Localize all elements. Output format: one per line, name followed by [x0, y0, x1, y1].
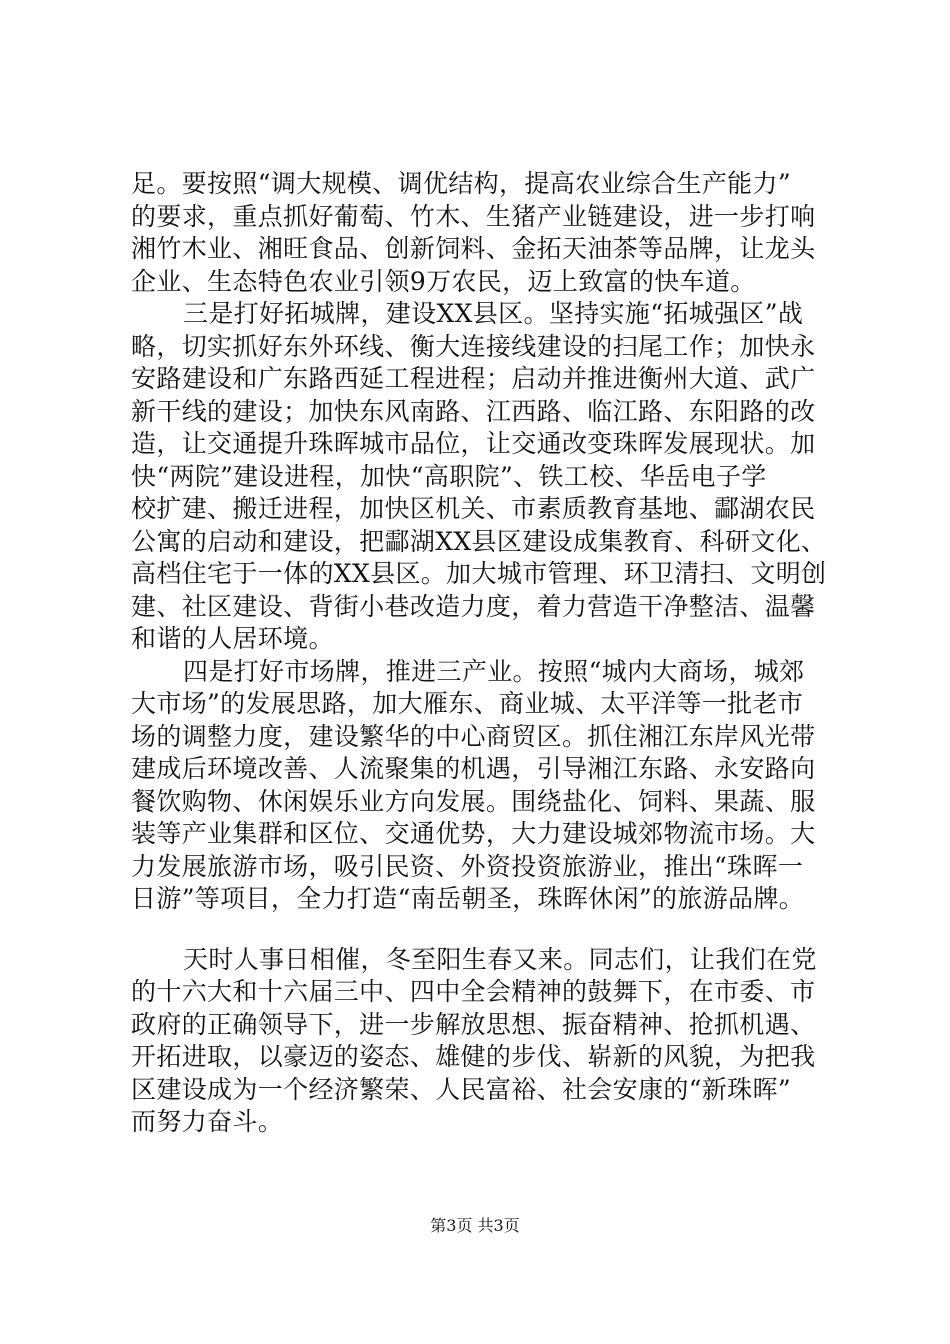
text-line: 四是打好市场牌，推进三产业。按照“城内大商场，城郊: [183, 656, 805, 686]
text-line: 足。要按照“调大规模、调优结构，提高农业综合生产能力”: [131, 169, 792, 198]
text-line: 和谐的人居环境。: [131, 624, 334, 653]
text-line: 大市场”的发展思路，加大雁东、商业城、太平洋等一批老市: [131, 689, 804, 718]
text-line: 企业、生态特色农业引领9万农民，迈上致富的快车道。: [131, 266, 756, 296]
text-line: 力发展旅游市场，吸引民资、外资投资旅游业，推出“珠晖一: [131, 851, 804, 881]
text-line: 的要求，重点抓好葡萄、竹木、生猪产业链建设，进一步打响: [131, 201, 816, 231]
paragraph-gap: [131, 916, 831, 944]
text-line: 日游”等项目，全力打造“南岳朝圣，珠晖休闲”的旅游品牌。: [131, 884, 805, 913]
text-line: 略，切实抓好东外环线、衡大连接线建设的扫尾工作；加快永: [131, 331, 816, 361]
text-line: 安路建设和广东路西延工程进程；启动并推进衡州大道、武广: [131, 364, 816, 393]
text-line: 开拓进取，以豪迈的姿态、雄健的步伐、崭新的风貌，为把我: [131, 1042, 816, 1071]
text-line: 建成后环境改善、人流聚集的机遇，引导湘江东路、永安路向: [131, 754, 816, 783]
paragraph-market: [131, 656, 831, 916]
text-line: 装等产业集群和区位、交通优势，大力建设城郊物流市场。大: [131, 819, 816, 848]
text-line: 天时人事日相催，冬至阳生春又来。同志们，让我们在党: [183, 944, 817, 974]
paragraph-city-expansion: [131, 298, 831, 656]
text-line: 场的调整力度，建设繁华的中心商贸区。抓住湘江东岸风光带: [131, 721, 816, 751]
text-line: 餐饮购物、休闲娱乐业方向发展。围绕盐化、饲料、果蔬、服: [131, 786, 816, 816]
text-line: 区建设成为一个经济繁荣、人民富裕、社会安康的“新珠晖”: [131, 1074, 792, 1104]
text-line: 快“两院”建设进程，加快“高职院”、铁工校、华岳电子学: [131, 461, 767, 491]
text-line: 的十六大和十六届三中、四中全会精神的鼓舞下，在市委、市: [131, 977, 816, 1006]
paragraph-closing: [131, 944, 831, 1139]
document-body: [131, 168, 831, 1139]
text-line: 政府的正确领导下，进一步解放思想、振奋精神、抢抓机遇、: [131, 1009, 816, 1039]
text-line: 湘竹木业、湘旺食品、创新饲料、金拓天油茶等品牌，让龙头: [131, 234, 816, 263]
text-line: 新干线的建设；加快东风南路、江西路、临江路、东阳路的改: [131, 396, 816, 426]
text-line: 三是打好拓城牌，建设XX县区。坚持实施“拓城强区”战: [183, 299, 804, 328]
page-number-footer: 第3页 共3页: [430, 1216, 520, 1235]
text-line: 高档住宅于一体的XX县区。加大城市管理、环卫清扫、文明创: [131, 559, 827, 588]
text-line: 公寓的启动和建设，把酃湖XX县区建设成集教育、科研文化、: [131, 526, 827, 556]
text-line: 校扩建、搬迁进程，加快区机关、市素质教育基地、酃湖农民: [131, 494, 816, 523]
text-line: 建、社区建设、背街小巷改造力度，着力营造干净整洁、温馨: [131, 591, 816, 621]
text-line: 造，让交通提升珠晖城市品位，让交通改变珠晖发展现状。加: [131, 429, 816, 458]
paragraph-agriculture-continued: [131, 168, 831, 298]
text-line: 而努力奋斗。: [131, 1107, 284, 1136]
